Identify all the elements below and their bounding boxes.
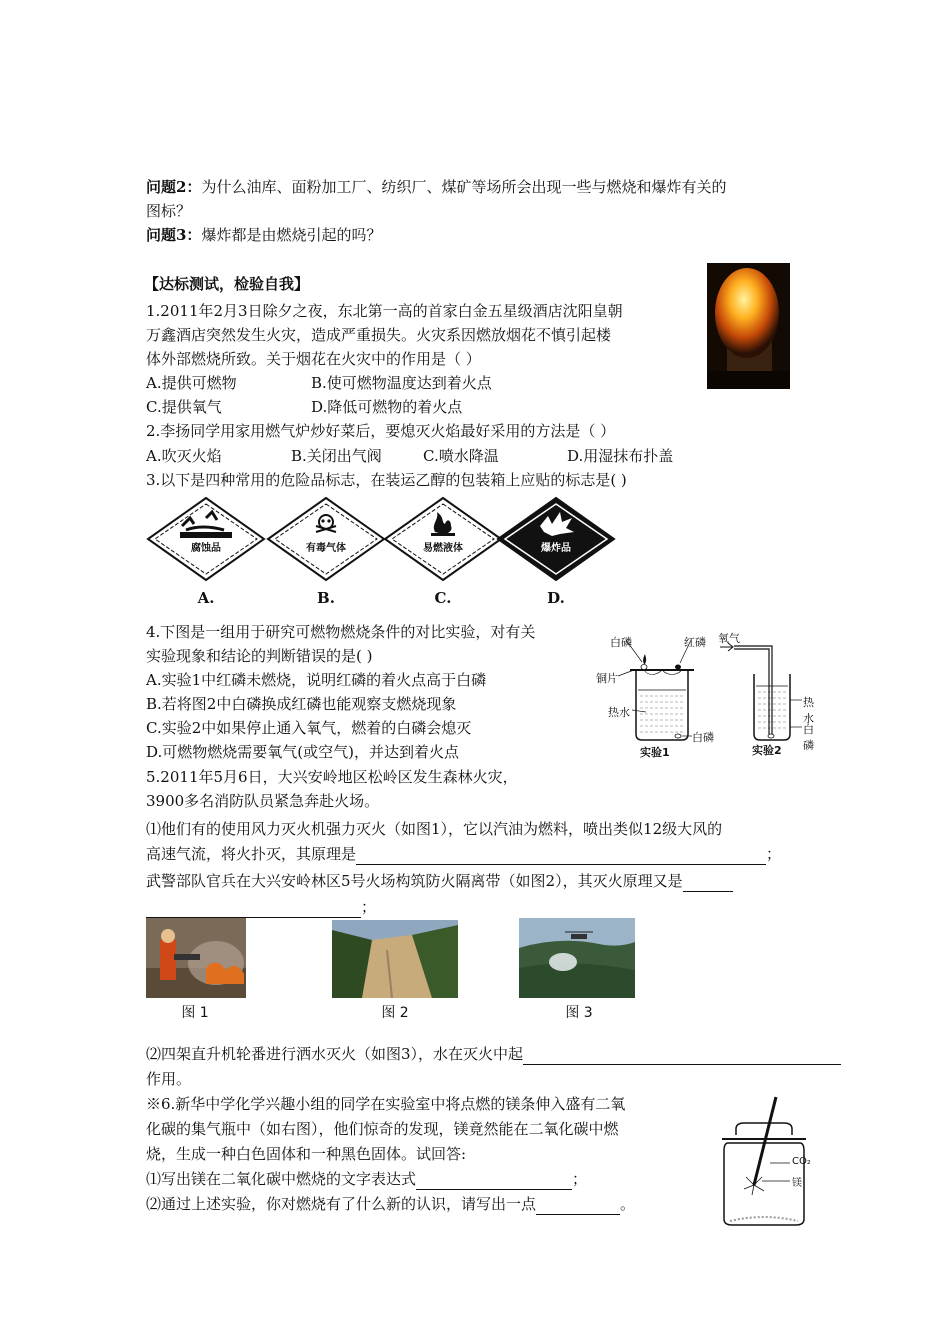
question-2-text: 为什么油库、面粉加工厂、纺织厂、煤矿等场所会出现一些与燃烧和爆炸有关的 [201,178,727,196]
label-copper-sheet: 铜片 [596,672,618,685]
label-co2: CO₂ [792,1156,811,1167]
hotel-fire-photo [707,263,790,389]
p1-option-c: C.提供氧气 [146,398,222,416]
p1-option-a: A.提供可燃物 [146,374,237,392]
p4-line-1: 4.下图是一组用于研究可燃物燃烧条件的对比实验，对有关 [146,623,536,641]
label-experiment-1: 实验1 [640,746,670,759]
p5-line-6-end: ； [361,898,377,916]
p6-q2-end: 。 [620,1195,636,1213]
photo-figure-1 [146,918,246,998]
question-2 [146,176,726,198]
p5-line-4 [146,843,781,865]
hazard-label-a: 腐蚀品 [191,543,221,554]
p5-line-6 [146,896,376,918]
hazard-label-c: 易燃液体 [423,543,463,554]
p3-stem: 3.以下是四种常用的危险品标志，在装运乙醇的包装箱上应贴的标志是( ) [146,471,627,489]
p5-line-1: 5.2011年5月6日，大兴安岭地区松岭区发生森林火灾， [146,768,518,786]
p4-line-2: 实验现象和结论的判断错误的是( ) [146,647,373,665]
p5-answer-blank-2a[interactable] [683,875,733,892]
label-white-phosphorus-2: 白磷 [803,723,814,752]
p6-q1-text: ⑴写出镁在二氧化碳中燃烧的文字表达式 [146,1170,417,1188]
p5-answer-blank-1[interactable] [356,848,766,865]
p6-answer-blank-1[interactable] [416,1173,572,1190]
p5-line-4-text: 高速气流，将火扑灭，其原理是 [146,845,357,863]
p4-line-4: B.若将图2中白磷换成红磷也能观察支燃烧现象 [146,695,457,713]
p5-answer-blank-3[interactable] [523,1048,841,1065]
hazard-sign-d [496,496,616,611]
p6-q2 [146,1193,635,1215]
p5-line-5 [146,870,733,892]
label-white-phosphorus: 白磷 [610,636,632,649]
p6-q1-end: ； [572,1170,588,1188]
p6-line-3: 烧，生成一种白色固体和一种黑色固体。试回答: [146,1145,467,1163]
p5-answer-blank-2b[interactable] [146,901,361,918]
p6-line-1: ※6.新华中学化学兴趣小组的同学在实验室中将点燃的镁条伸入盛有二氧 [146,1095,626,1113]
p5-q2 [146,1043,841,1065]
label-hot-water-2: 热水 [803,696,814,725]
label-white-phosphorus-bottom: 白磷 [692,731,714,744]
photo-figure-2 [332,920,458,998]
label-magnesium: 镁 [792,1178,802,1189]
p2-option-b: B.关闭出气阀 [291,447,382,465]
question-3-label: 问题3： [146,226,202,244]
hazard-sign-a [146,496,271,611]
p2-option-a: A.吹灭火焰 [146,447,222,465]
label-oxygen: 氧气 [718,632,740,645]
hazard-letter-b: B. [317,589,335,607]
p6-q2-text: ⑵通过上述实验，你对燃烧有了什么新的认识，请写出一点 [146,1195,537,1213]
p5-line-5-text: 武警部队官兵在大兴安岭林区5号火场构筑防火隔离带（如图2），其灭火原理又是 [146,872,683,890]
label-hot-water: 热水 [608,706,630,719]
question-3 [146,224,381,246]
label-experiment-2: 实验2 [752,744,782,757]
p1-option-b: B.使可燃物温度达到着火点 [311,374,492,392]
p6-q1 [146,1168,587,1190]
p1-option-d: D.降低可燃物的着火点 [311,398,463,416]
label-red-phosphorus: 红磷 [684,636,706,649]
hazard-letter-a: A. [197,589,215,607]
hazard-label-d: 爆炸品 [541,543,571,554]
p1-line-1: 1.2011年2月3日除夕之夜，东北第一高的首家白金五星级酒店沈阳皇朝 [146,302,623,320]
p5-q2-text: ⑵四架直升机轮番进行洒水灭火（如图3），水在灭火中起 [146,1045,524,1063]
question-3-text: 爆炸都是由燃烧引起的吗？ [201,226,382,244]
p4-line-6: D.可燃物燃烧需要氧气(或空气)，并达到着火点 [146,743,459,761]
magnesium-co2-diagram [710,1093,820,1228]
p1-line-2: 万鑫酒店突然发生火灾，造成严重损失。火灾系因燃放烟花不慎引起楼 [146,326,612,344]
photo-figure-3 [519,918,635,998]
section-title: 【达标测试，检验自我】 [144,275,310,293]
hazard-letter-d: D. [547,589,565,607]
p4-line-3: A.实验1中红磷未燃烧，说明红磷的着火点高于白磷 [146,671,487,689]
question-2-cont: 图标？ [146,202,192,220]
p5-line-4-end: ； [766,845,782,863]
p4-line-5: C.实验2中如果停止通入氧气，燃着的白磷会熄灭 [146,719,472,737]
p6-line-2: 化碳的集气瓶中（如右图），他们惊奇的发现，镁竟然能在二氧化碳中燃 [146,1120,619,1138]
p5-q2-cont: 作用。 [146,1070,192,1088]
p5-line-2: 3900多名消防队员紧急奔赴火场。 [146,792,380,810]
caption-figure-3: 图 3 [565,1005,593,1021]
p1-line-3: 体外部燃烧所致。关于烟花在火灾中的作用是（ ） [146,350,481,368]
p2-option-c: C.喷水降温 [423,447,499,465]
p2-stem: 2.李扬同学用家用燃气炉炒好菜后，要熄灭火焰最好采用的方法是（ ） [146,422,616,440]
caption-figure-2: 图 2 [381,1005,409,1021]
hazard-sign-c [383,496,503,611]
hazard-sign-b [266,496,386,611]
hazard-letter-c: C. [434,589,452,607]
p5-line-3: ⑴他们有的使用风力灭火机强力灭火（如图1），它以汽油为燃料，喷出类似12级大风的 [146,820,723,838]
question-2-label: 问题2： [146,178,202,196]
combustion-experiment-diagram [596,630,821,762]
p6-answer-blank-2[interactable] [536,1198,620,1215]
hazard-label-b: 有毒气体 [306,543,346,554]
p2-option-d: D.用湿抹布扑盖 [567,447,674,465]
caption-figure-1: 图 1 [181,1005,209,1021]
